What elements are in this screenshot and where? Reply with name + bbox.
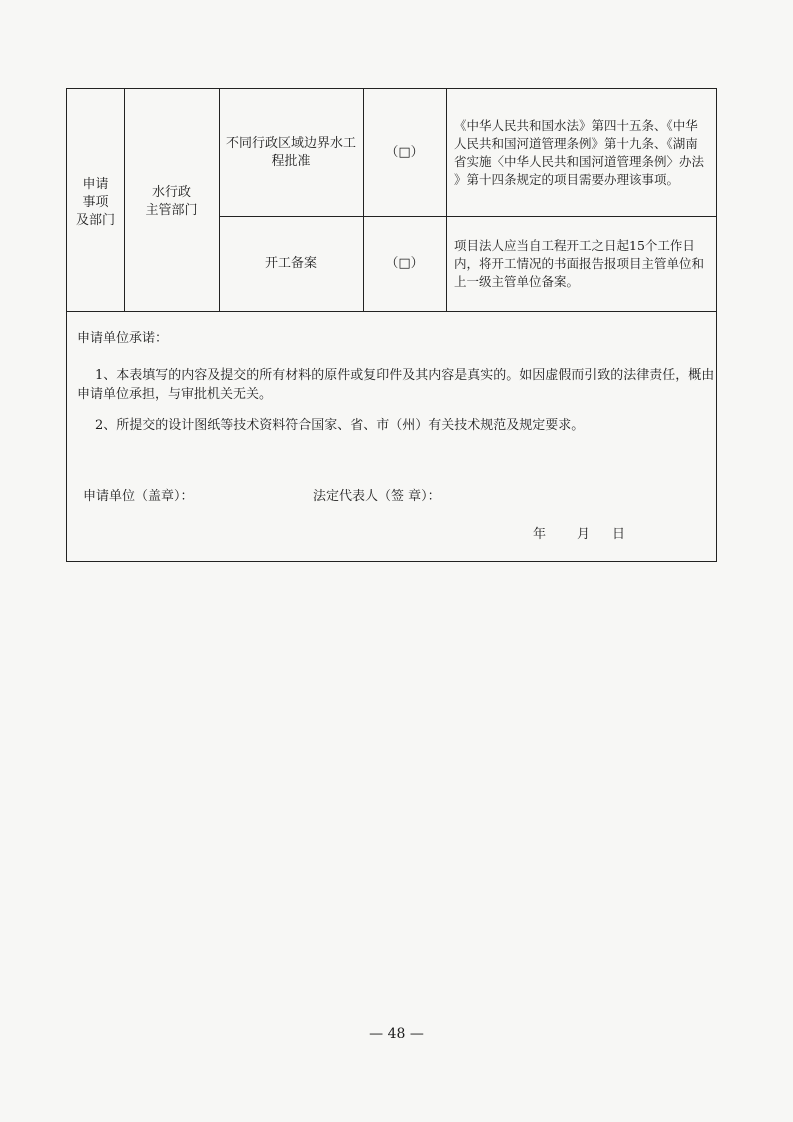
row1-checkbox[interactable]: （□）	[385, 144, 424, 160]
date-day: 日	[612, 527, 626, 542]
row1-legal-basis: 《中华人民共和国水法》第四十五条、《中华 人民共和国河道管理条例》第十九条、《湖南 省实施〈中华人民共和国河道管理条例〉办法 》第十四条规定的项目需要办理该事项。	[454, 117, 705, 187]
commitment-item1-line1: 1、本表填写的内容及提交的所有材料的原件或复印件及其内容是真实的。如因虚假而引致的法律责任，概由	[95, 368, 715, 383]
legal-representative-label: 法定代表人（签 章）：	[313, 489, 441, 504]
seal-label: 申请单位（盖章）：	[83, 489, 194, 504]
application-form-table	[66, 88, 717, 562]
section-divider	[67, 311, 717, 312]
page-number: — 48 —	[369, 1026, 424, 1042]
row2-item-name: 开工备案	[264, 255, 317, 271]
date-month: 月	[577, 527, 591, 542]
row1-item-name: 不同行政区域边界水工 程批准	[225, 135, 356, 169]
date-year: 年	[533, 527, 547, 542]
commitment-heading: 申请单位承诺：	[77, 331, 169, 346]
application-item-label: 申请 事项 及部门	[75, 177, 115, 228]
row2-legal-basis: 项目法人应当自工程开工之日起15个工作日 内，将开工情况的书面报告报项目主管单位和 上一级主管单位备案。	[454, 237, 705, 289]
row2-checkbox[interactable]: （□）	[385, 255, 424, 271]
commitment-item1-line2: 申请单位承担，与审批机关无关。	[77, 387, 273, 402]
commitment-item2: 2、所提交的设计图纸等技术资料符合国家、省、市（州）有关技术规范及规定要求。	[95, 418, 585, 433]
department-label: 水行政 主管部门	[145, 185, 198, 218]
